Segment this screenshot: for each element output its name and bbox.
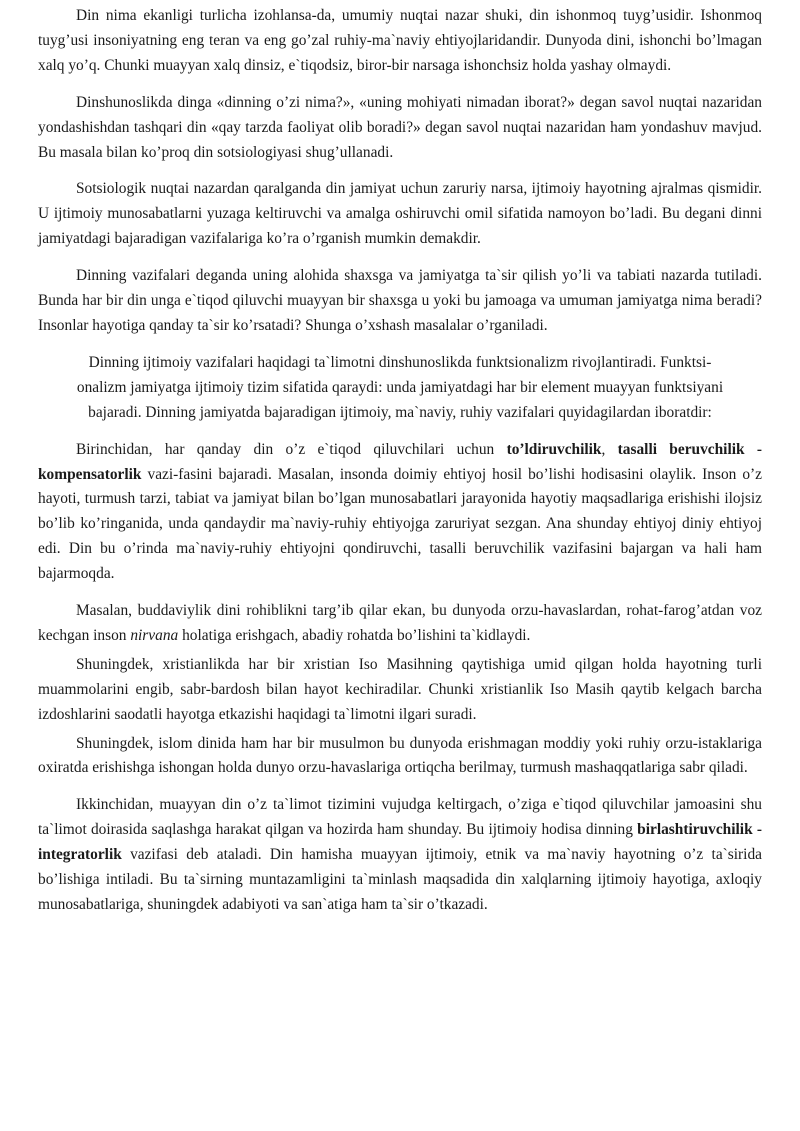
paragraph-islam-example: Shuningdek, islom dinida ham har bir musulmon bu dunyoda erishmagan moddiy yoki ruhiy orzu-istaklariga oxiratda erishishga ishongan holda dunyo orzu-havaslariga ortiqcha berilmay, turmush mashaqqatlariga sabr qiladi. <box>38 734 762 777</box>
paragraph-functionalism: Dinning ijtimoiy vazifalari haqidagi ta`limotni dinshunoslikda funktsionalizm rivojlantiradi. Funktsi-onalizm jamiyatga ijtimoiy tizim sifatida qaraydi: unda jamiyatdagi har bir element muayyan funktsiyani bajaradi. Dinning jamiyatda bajaradigan ijtimoiy, ma`naviy, ruhiy vazifalari quyidagilardan iboratdir: <box>76 353 724 421</box>
paragraph-sociological-view: Sotsiologik nuqtai nazardan qaralganda din jamiyat uchun zaruriy narsa, ijtimoiy hayotning ajralmas qismidir. U ijtimoiy munosabatlarni yuzaga keltiruvchi va amalga oshiruvchi omil sifatida namoyon bo’ladi. Bu degani dinni jamiyatdagi bajaradigan vazifalariga ko’ra o’rganish mumkin demakdir. <box>38 180 762 248</box>
text-run: Ikkinchidan, muayyan din o’z ta`limot tizimini vujudga keltirgach, o’ziga e`tiqod qiluvchilar jamoasini shu ta`limot doirasida saqlashga harakat qilgan va hozirda ham shunday. Bu ijtimoiy hodisa dinning <box>38 796 762 839</box>
text-run: Birinchidan, har qanday din o’z e`tiqod qiluvchilari uchun <box>76 440 507 458</box>
text-run: Masalan, buddaviylik dini rohiblikni targ’ib qilar ekan, bu dunyoda orzu-havaslardan, rohat-farog’atdan voz kechgan inson <box>38 602 762 644</box>
text-run: , <box>601 440 618 458</box>
text-run: vazi-fasini bajaradi. Masalan, insonda doimiy ehtiyoj hosil bo’lishi hodisasini olaylik. Inson o’z hayoti, turmush tarzi, tabiat va jamiyat bilan bo’lgan munosabatlari jarayonida hayotiy maqsadlariga erishishi ilojsiz bo’lib ko’ringanida, unda qandaydir ma`naviy-ruhiy ehtiyojga zaruriyat sezgan. Ana shunday ehtiyoj diniy ehtiyoj edi. Din bu o’rinda ma`naviy-ruhiy ehtiyojni qondiruvchi, tasalli beruvchilik vazifasini bajargan va hali ham bajarmoqda. <box>38 465 762 583</box>
term-complementary: to’ldiruvchilik <box>506 440 602 458</box>
paragraph-christianity-example: Shuningdek, xristianlikda har bir xristian Iso Masihning qaytishiga umid qilgan holda hayotning turli muammolarini engib, sabr-bardosh bilan hayot kechiradilar. Chunki xristianlik Iso Masih qaytib kelgach barcha izdoshlarini saodatli hayotga etkazishi haqidagi ta`limotni ilgari suradi. <box>38 655 762 723</box>
term-compensatory: tasalli beruvchilik - kompensatorlik <box>38 440 762 483</box>
term-integrative: birlashtiruvchilik - integratorlik <box>38 821 762 864</box>
paragraph-functions-of-religion: Dinning vazifalari deganda uning alohida shaxsga va jamiyatga ta`sir qilish yo’li va tabiati nazarda tutiladi. Bunda har bir din unga e`tiqod qiluvchi muayyan bir shaxsga u yoki bu jamoaga va umuman jamiyatga nima beradi? Insonlar hayotiga qanday ta`sir ko’rsatadi? Shunga o’xshash masalalar o’rganiladi. <box>38 267 762 334</box>
paragraph-definition-of-religion: Din nima ekanligi turlicha izohlansa-da, umumiy nuqtai nazar shuki, din ishonmoq tuyg’usidir. Ishonmoq tuyg’usi insoniyatning eng teran va eng go’zal ruhiy-ma`naviy ehtiyojlaridandir. Dunyoda dini, ishonchi bo’lmagan xalq yo’q. Chunki muayyan xalq dinsiz, e`tiqodsiz, biror-bir narsaga ishonchsiz holda yashay olmaydi. <box>38 7 762 74</box>
text-run: vazifasi deb ataladi. Din hamisha muayyan ijtimoiy, etnik va ma`naviy hayotning o’z ta`sirida bo’lishiga intiladi. Bu ta`sirning muntazamligini ta`minlash maqsadida din xalqlarning ijtimoiy hayotiga, axloqiy munosabatlariga, shuningdek adabiyoti va san`atiga ham ta`sir o’tkazadi. <box>38 846 762 913</box>
paragraph-sociology-of-religion: Dinshunoslikda dinga «dinning o’zi nima?», «uning mohiyati nimadan iborat?» degan savol nuqtai nazaridan yondashishdan tashqari din «qay tarzda faoliyat olib boradi?» degan savol nuqtai nazaridan ham yondashuv mavjud. Bu masala bilan ko’proq din sotsiologiyasi shug’ullanadi. <box>38 93 762 161</box>
paragraph-second-function <box>38 793 762 918</box>
paragraph-buddhism-example <box>38 599 762 649</box>
term-nirvana: nirvana <box>130 626 179 644</box>
text-run: holatiga erishgach, abadiy rohatda bo’lishini ta`kidlaydi. <box>178 626 531 644</box>
paragraph-first-function <box>38 438 762 587</box>
